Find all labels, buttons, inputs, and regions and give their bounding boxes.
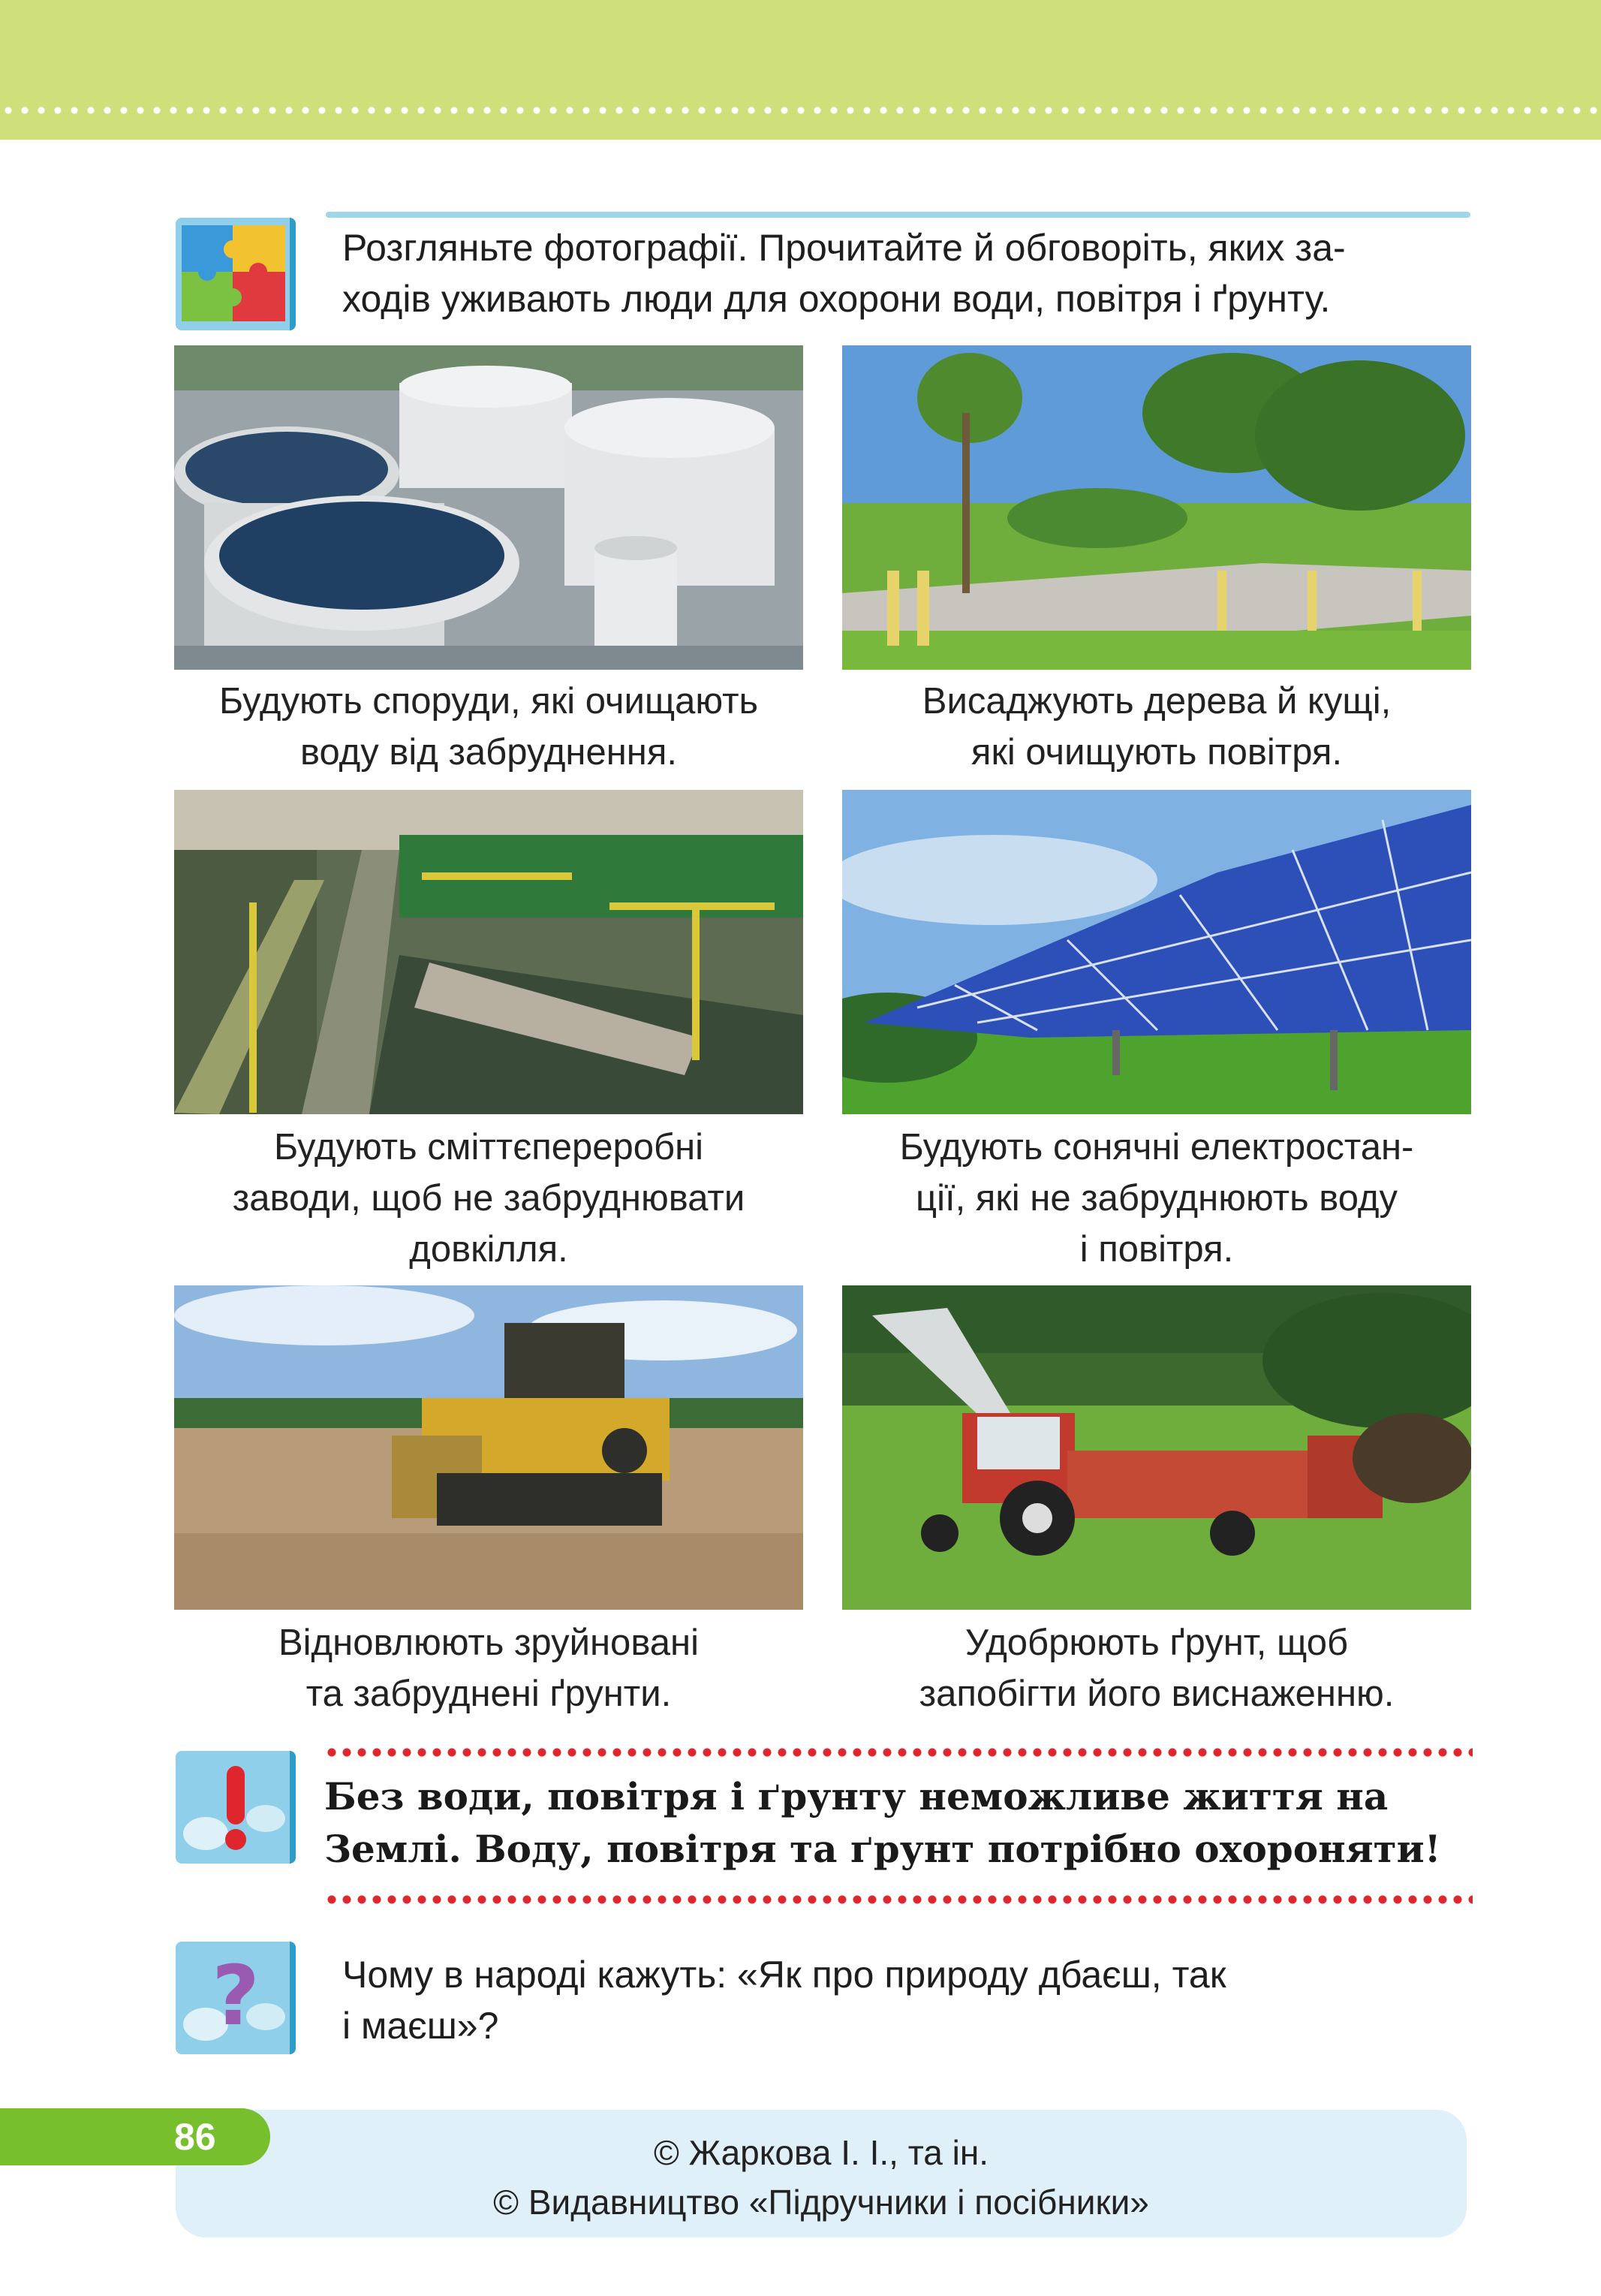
intro-rule xyxy=(326,212,1470,218)
caption-tractor-spreader xyxy=(842,1617,1471,1719)
caption-planted-trees xyxy=(842,676,1471,778)
caption-line: Будують споруди, які очищають xyxy=(218,681,759,722)
page-number-tab xyxy=(0,2108,270,2165)
photo-recycling-plant xyxy=(174,790,803,1114)
caption-line: Будують сміттєпереробні xyxy=(273,1127,704,1168)
caption-line: заводи, щоб не забруднювати xyxy=(232,1178,745,1219)
caption-line: Удобрюють ґрунт, щоб xyxy=(965,1623,1349,1663)
caption-line: воду від забруднення. xyxy=(299,732,677,773)
caption-line: і повітря. xyxy=(1079,1229,1234,1270)
caption-line: Будують сонячні електростан- xyxy=(899,1127,1414,1168)
photo-tractor-spreader xyxy=(842,1285,1471,1610)
puzzle-icon xyxy=(176,218,296,330)
caption-solar-panels xyxy=(842,1122,1471,1275)
caption-line: Висаджують дерева й кущі, xyxy=(922,681,1392,722)
photo-solar-panels xyxy=(842,790,1471,1114)
header-band xyxy=(0,0,1601,140)
caption-water-treatment xyxy=(174,676,803,778)
page-number: 86 xyxy=(174,2116,216,2158)
caption-line: запобігти його виснаженню. xyxy=(919,1674,1395,1714)
rule-line-1: Без води, повітря і ґрунту неможливе життя на xyxy=(324,1774,1389,1818)
intro-line-1: Розгляньте фотографії. Прочитайте й обговоріть, яких за- xyxy=(342,227,1346,269)
caption-line: які очищують повітря. xyxy=(971,732,1343,773)
question-icon xyxy=(176,1942,296,2054)
intro-text xyxy=(342,222,1468,324)
caption-recycling-plant xyxy=(174,1122,803,1275)
photo-bulldozer xyxy=(174,1285,803,1610)
header-dots xyxy=(0,105,1601,116)
footer-box xyxy=(176,2110,1467,2237)
footer-copyright-authors: © Жаркова І. І., та ін. xyxy=(653,2133,989,2172)
footer-copyright-publisher: © Видавництво «Підручники і посібники» xyxy=(493,2183,1149,2222)
question-text xyxy=(342,1949,1453,2051)
caption-bulldozer xyxy=(174,1617,803,1719)
caption-line: ції, які не забруднюють воду xyxy=(916,1178,1398,1219)
question-line-1: Чому в народі кажуть: «Як про природу дбаєш, так xyxy=(342,1954,1226,1996)
caption-line: довкілля. xyxy=(409,1229,568,1270)
rule-text xyxy=(324,1770,1473,1876)
rule-dots-bottom xyxy=(324,1894,1473,1906)
rule-line-2: Землі. Воду, повітря та ґрунт потрібно охороняти! xyxy=(324,1827,1441,1871)
caption-line: Відновлюють зруйновані xyxy=(278,1623,699,1663)
rule-dots-top xyxy=(324,1746,1473,1758)
intro-line-2: ходів уживають люди для охорони води, повітря і ґрунту. xyxy=(342,278,1331,320)
svg-text:?: ? xyxy=(212,1948,260,2044)
exclamation-icon xyxy=(176,1751,296,1864)
photo-planted-trees xyxy=(842,345,1471,670)
question-line-2: і маєш»? xyxy=(342,2005,499,2047)
caption-line: та забруднені ґрунти. xyxy=(305,1674,672,1714)
photo-water-treatment xyxy=(174,345,803,670)
